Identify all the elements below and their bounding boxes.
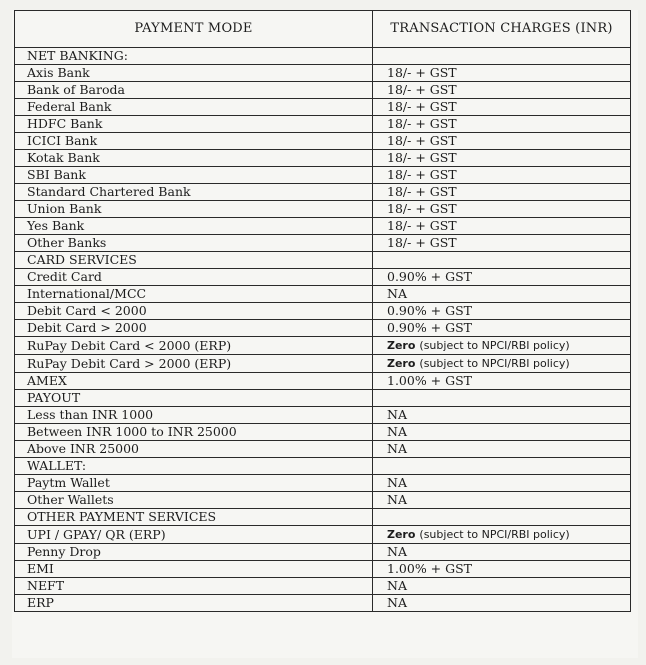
payment-mode-cell: Credit Card	[15, 269, 373, 286]
transaction-charge-cell: 1.00% + GST	[373, 561, 631, 578]
payment-mode-cell: Paytm Wallet	[15, 475, 373, 492]
payment-mode-cell: Union Bank	[15, 201, 373, 218]
transaction-charge-cell	[373, 252, 631, 269]
transaction-charge-cell	[373, 355, 631, 373]
payment-mode-cell: ERP	[15, 595, 373, 612]
transaction-charge-cell: 18/- + GST	[373, 150, 631, 167]
transaction-charge-cell: NA	[373, 492, 631, 509]
table-row	[15, 133, 631, 150]
transaction-charge-cell	[373, 458, 631, 475]
payment-mode-cell: EMI	[15, 561, 373, 578]
payment-mode-cell: ICICI Bank	[15, 133, 373, 150]
table-row	[15, 407, 631, 424]
table-row	[15, 286, 631, 303]
transaction-charge-cell: 18/- + GST	[373, 99, 631, 116]
charge-policy-note: (subject to NPCI/RBI policy)	[419, 339, 570, 352]
transaction-charge-cell: 18/- + GST	[373, 116, 631, 133]
payment-mode-cell: Between INR 1000 to INR 25000	[15, 424, 373, 441]
payment-mode-cell: Bank of Baroda	[15, 82, 373, 99]
transaction-charge-cell: 18/- + GST	[373, 82, 631, 99]
payment-mode-header: PAYMENT MODE	[15, 11, 373, 48]
charge-zero-label: Zero	[387, 528, 416, 541]
table-row	[15, 355, 631, 373]
transaction-charges-table	[14, 10, 631, 612]
table-row	[15, 544, 631, 561]
transaction-charges-header: TRANSACTION CHARGES (INR)	[373, 11, 631, 48]
table-row	[15, 561, 631, 578]
charge-zero-label: Zero	[387, 357, 416, 370]
transaction-charge-cell: 18/- + GST	[373, 65, 631, 82]
payment-mode-cell: Above INR 25000	[15, 441, 373, 458]
table-row	[15, 337, 631, 355]
payment-mode-cell: Other Wallets	[15, 492, 373, 509]
payment-mode-cell: CARD SERVICES	[15, 252, 373, 269]
payment-mode-cell: AMEX	[15, 373, 373, 390]
transaction-charge-cell: 18/- + GST	[373, 167, 631, 184]
table-row	[15, 526, 631, 544]
transaction-charge-cell: 18/- + GST	[373, 133, 631, 150]
transaction-charge-cell: NA	[373, 475, 631, 492]
transaction-charge-cell: NA	[373, 578, 631, 595]
table-row	[15, 475, 631, 492]
charge-zero-label: Zero	[387, 339, 416, 352]
transaction-charge-cell: 18/- + GST	[373, 184, 631, 201]
payment-mode-cell: Other Banks	[15, 235, 373, 252]
document-page	[12, 10, 638, 658]
payment-mode-cell: Penny Drop	[15, 544, 373, 561]
table-row	[15, 99, 631, 116]
table-row	[15, 578, 631, 595]
payment-mode-cell: SBI Bank	[15, 167, 373, 184]
payment-mode-cell: Debit Card > 2000	[15, 320, 373, 337]
payment-mode-cell: PAYOUT	[15, 390, 373, 407]
transaction-charge-cell: 1.00% + GST	[373, 373, 631, 390]
table-row	[15, 390, 631, 407]
table-row	[15, 48, 631, 65]
transaction-charge-cell: NA	[373, 286, 631, 303]
table-row	[15, 320, 631, 337]
charge-policy-note: (subject to NPCI/RBI policy)	[419, 357, 570, 370]
payment-mode-cell: RuPay Debit Card < 2000 (ERP)	[15, 337, 373, 355]
transaction-charge-cell: 18/- + GST	[373, 218, 631, 235]
transaction-charge-cell: 0.90% + GST	[373, 303, 631, 320]
table-row	[15, 492, 631, 509]
transaction-charge-cell: NA	[373, 441, 631, 458]
table-row	[15, 441, 631, 458]
table-row	[15, 373, 631, 390]
transaction-charge-cell	[373, 390, 631, 407]
payment-mode-cell: Kotak Bank	[15, 150, 373, 167]
table-row	[15, 424, 631, 441]
payment-mode-cell: Federal Bank	[15, 99, 373, 116]
table-row	[15, 595, 631, 612]
table-row	[15, 458, 631, 475]
payment-mode-cell: Debit Card < 2000	[15, 303, 373, 320]
payment-mode-cell: OTHER PAYMENT SERVICES	[15, 509, 373, 526]
table-row	[15, 167, 631, 184]
payment-mode-cell: NET BANKING:	[15, 48, 373, 65]
table-row	[15, 116, 631, 133]
transaction-charge-cell	[373, 526, 631, 544]
payment-mode-cell: NEFT	[15, 578, 373, 595]
table-row	[15, 303, 631, 320]
transaction-charge-cell: 18/- + GST	[373, 201, 631, 218]
transaction-charge-cell: 0.90% + GST	[373, 269, 631, 286]
table-row	[15, 269, 631, 286]
transaction-charge-cell: 18/- + GST	[373, 235, 631, 252]
transaction-charge-cell: 0.90% + GST	[373, 320, 631, 337]
table-header-row	[15, 11, 631, 48]
transaction-charge-cell: NA	[373, 424, 631, 441]
table-row	[15, 184, 631, 201]
table-row	[15, 252, 631, 269]
payment-mode-cell: Standard Chartered Bank	[15, 184, 373, 201]
transaction-charge-cell	[373, 48, 631, 65]
payment-mode-cell: HDFC Bank	[15, 116, 373, 133]
transaction-charge-cell	[373, 337, 631, 355]
transaction-charge-cell: NA	[373, 595, 631, 612]
table-row	[15, 509, 631, 526]
transaction-charge-cell: NA	[373, 544, 631, 561]
table-row	[15, 235, 631, 252]
table-row	[15, 82, 631, 99]
payment-mode-cell: WALLET:	[15, 458, 373, 475]
table-row	[15, 65, 631, 82]
payment-mode-cell: UPI / GPAY/ QR (ERP)	[15, 526, 373, 544]
table-row	[15, 150, 631, 167]
table-row	[15, 218, 631, 235]
payment-mode-cell: International/MCC	[15, 286, 373, 303]
payment-mode-cell: Axis Bank	[15, 65, 373, 82]
charge-policy-note: (subject to NPCI/RBI policy)	[419, 528, 570, 541]
payment-mode-cell: Yes Bank	[15, 218, 373, 235]
transaction-charge-cell	[373, 509, 631, 526]
table-body	[15, 48, 631, 612]
transaction-charge-cell: NA	[373, 407, 631, 424]
payment-mode-cell: RuPay Debit Card > 2000 (ERP)	[15, 355, 373, 373]
payment-mode-cell: Less than INR 1000	[15, 407, 373, 424]
table-row	[15, 201, 631, 218]
